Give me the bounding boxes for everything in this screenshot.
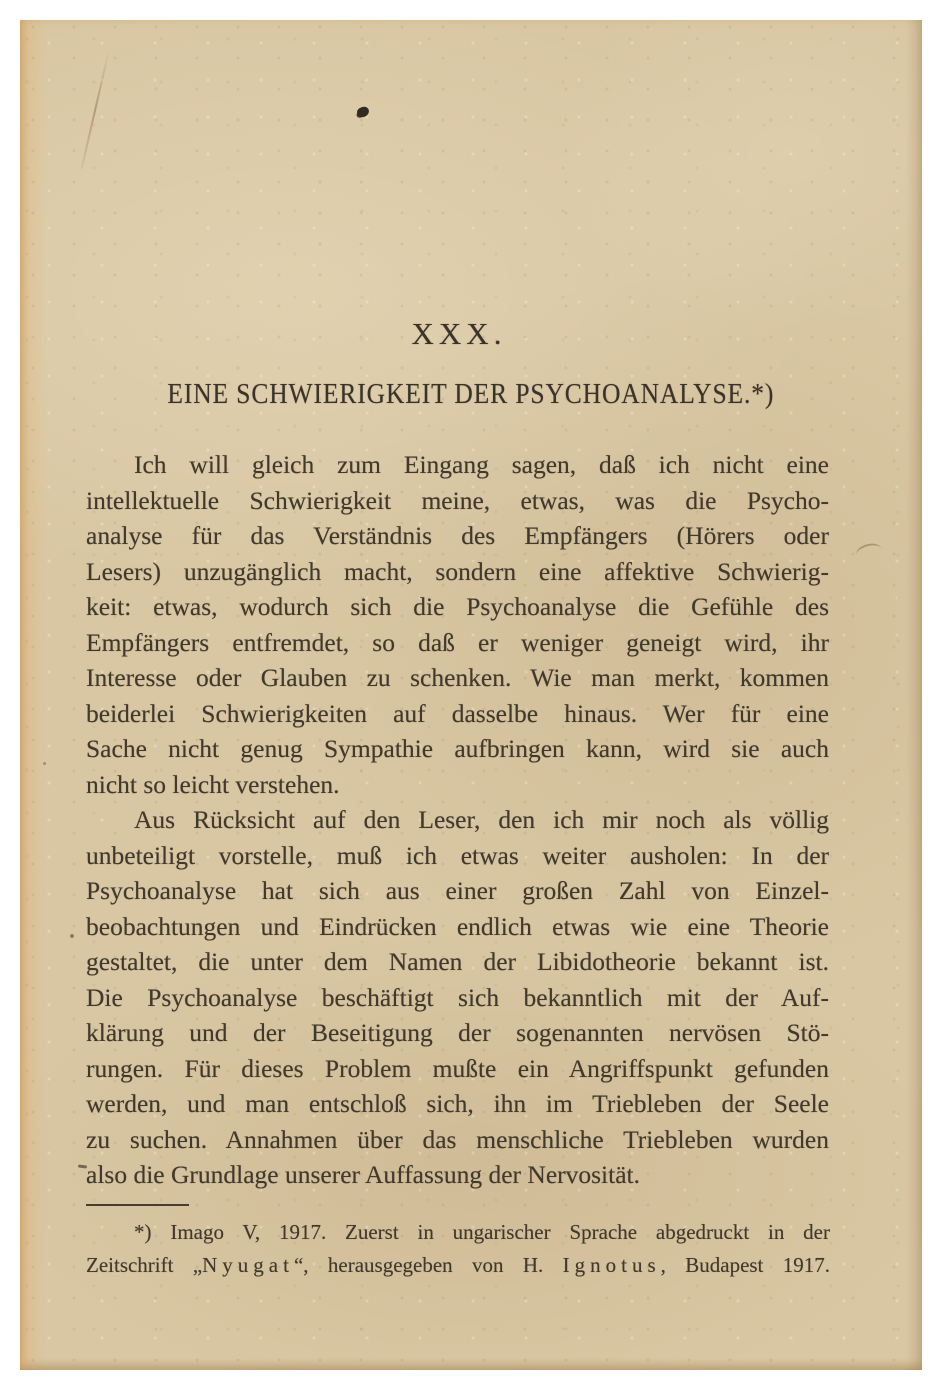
footnote-rule [86, 1204, 189, 1206]
footnote-text: , Budapest 1917. [660, 1252, 830, 1277]
footnote-text: Zeitschrift „ [86, 1252, 203, 1277]
footnote-line [86, 1249, 830, 1282]
book-page [20, 20, 922, 1370]
page-title [20, 374, 922, 411]
ink-blot [356, 106, 370, 118]
chapter-number: XXX. [411, 316, 507, 351]
footnote [86, 1216, 830, 1281]
body-line: beobachtungen und Eindrücken endlich etwas wie eine Theorie [86, 911, 829, 941]
body-line: Psychoanalyse hat sich aus einer großen Zahl von Einzel- [86, 876, 829, 905]
footnote-text: “, herausgegeben von H. [293, 1252, 563, 1277]
margin-mark [854, 541, 883, 563]
footnote-line: *) Imago V, 1917. Zuerst in ungarischer Sprache abgedruckt in der [134, 1220, 830, 1244]
editor-name: Ignotus [562, 1252, 661, 1277]
body-line: nicht so leicht verstehen. [86, 769, 340, 799]
paper-speck [70, 934, 74, 938]
body-line: klärung und der Beseitigung der sogenannten nervösen Stö- [86, 1018, 829, 1047]
body-text [86, 447, 829, 1193]
body-line: beiderlei Schwierigkeiten auf dasselbe hinaus. Wer für eine [86, 698, 829, 728]
body-line: keit: etwas, wodurch sich die Psychoanalyse die Gefühle des [86, 592, 829, 621]
body-line: Aus Rücksicht auf den Leser, den ich mir noch als völlig [134, 805, 829, 834]
body-line: zu suchen. Annahmen über das menschliche Triebleben wurden [86, 1124, 829, 1154]
body-line: unbeteiligt vorstelle, muß ich etwas weiter ausholen: In der [86, 840, 829, 870]
body-line: rungen. Für dieses Problem mußte ein Angriffspunkt gefunden [86, 1053, 829, 1083]
body-line: gestaltet, die unter dem Namen der Libidotheorie bekannt ist. [86, 947, 829, 976]
body-line: also die Grundlage unserer Auffassung der Nervosität. [86, 1160, 641, 1189]
paper-speck [43, 762, 46, 765]
page-title-text: EINE SCHWIERIGKEIT DER PSYCHOANALYSE.*) [167, 378, 775, 410]
body-line: Empfängers entfremdet, so daß er weniger geneigt wird, ihr [86, 627, 829, 657]
body-line: werden, und man entschloß sich, ihn im Triebleben der Seele [86, 1089, 829, 1118]
body-line: analyse für das Verständnis des Empfängers (Hörers oder [86, 521, 829, 550]
body-line: Ich will gleich zum Eingang sagen, daß ich nicht eine [134, 450, 829, 479]
body-line: Interesse oder Glauben zu schenken. Wie man merkt, kommen [86, 663, 829, 692]
paper-scratch [81, 50, 110, 169]
body-line: intellektuelle Schwierigkeit meine, etwas, was die Psycho- [86, 485, 829, 515]
journal-name: Nyugat [202, 1252, 294, 1277]
body-line: Sache nicht genug Sympathie aufbringen kann, wird sie auch [86, 734, 829, 763]
body-line: Lesers) unzugänglich macht, sondern eine affektive Schwierig- [86, 556, 829, 586]
body-line: Die Psychoanalyse beschäftigt sich bekanntlich mit der Auf- [86, 982, 829, 1012]
